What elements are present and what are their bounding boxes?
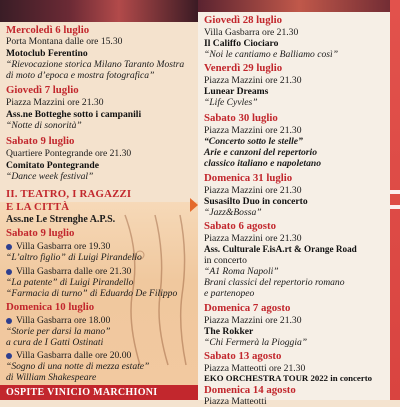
event-date: Sabato 9 luglio [6,135,75,147]
event-performer: Ass. Culturale F.isA.rt & Orange Road [204,244,357,254]
event-performer: Il Califfo Ciociaro [204,38,279,49]
event-description: “A1 Roma Napoli” [204,266,279,277]
event-place: Piazza Mazzini ore 21.30 [204,125,302,136]
event-item [6,315,110,326]
event-date: Sabato 6 agosto [204,220,276,232]
event-description: “Storie per darsi la mano” [6,326,111,337]
event-description: di moto d’epoca e mostra fotografica” [6,70,155,81]
event-description: “La patente” di Luigi Pirandello [6,277,134,288]
event-date: Venerdì 29 luglio [204,62,283,74]
event-date: Sabato 30 luglio [204,112,278,124]
event-description: “Rievocazione storica Milano Taranto Mostra [6,59,185,70]
event-date: Domenica 31 luglio [204,172,293,184]
event-description: “Life Cyvles” [204,97,258,108]
event-item [6,241,110,252]
event-performer: Ass.ne Botteghe sotto i campanili [6,109,142,120]
event-date: Sabato 9 luglio [6,227,75,239]
bullet-icon [6,318,12,324]
event-performer: Motoclub Ferentino [6,48,88,59]
event-performer: “Concerto sotto le stelle” [204,136,303,147]
event-date: Domenica 14 agosto [204,384,296,396]
arrow-icon [190,198,198,212]
event-date: Domenica 10 luglio [6,301,95,313]
event-description: Arie e canzoni del repertorio [204,147,317,158]
right-column [198,0,400,407]
event-place: Villa Gasbarra dalle ore 21.30 [16,266,132,277]
left-column [0,0,198,400]
right-edge-bar [390,0,400,400]
event-description: “Jazz&Bossa” [204,207,262,218]
event-item [6,266,131,277]
bullet-icon [6,269,12,275]
event-description: “Farmacia di turno” di Eduardo De Filippo [6,288,178,299]
event-description: Brani classici del repertorio romano [204,277,345,288]
event-place: Piazza Mazzini ore 21.30 [204,185,302,196]
event-place: Piazza Mazzini ore 21.30 [204,75,302,86]
event-date: Giovedì 7 luglio [6,84,79,96]
header-photo-strip [0,0,198,22]
section-title: E LA CITTÀ [6,201,70,213]
event-place: Villa Gasbarra ore 21.30 [204,27,299,38]
event-place: Porta Montana dalle ore 15.30 [6,36,123,47]
event-item [6,350,131,361]
event-place: Villa Gasbarra ore 18.00 [16,315,111,326]
event-description: “Noi le cantiamo e Balliamo così” [204,49,339,60]
event-description: “Sogno di una notte di mezza estate” [6,361,150,372]
event-description: “Notte di sonorità” [6,120,82,131]
section-title: II. TEATRO, I RAGAZZI [6,188,132,200]
event-description: classico italiano e napoletano [204,158,321,169]
event-performer: EKO ORCHESTRA TOUR 2022 in concerto [204,373,373,383]
event-date: Sabato 13 agosto [204,350,282,362]
event-place: Piazza Mazzini ore 21.30 [204,315,302,326]
event-place: Piazza Mazzini ore 21.30 [6,97,104,108]
bullet-icon [6,244,12,250]
event-description: di William Shakespeare [6,372,97,383]
event-date: Mercoledì 6 luglio [6,24,90,36]
edge-marker [390,190,400,194]
event-place: Piazza Matteotti [204,396,267,407]
event-description: e partenopeo [204,288,255,299]
guest-banner: OSPITE VINICIO MARCHIONI [0,385,198,400]
event-performer: in concerto [204,255,247,266]
header-photo-strip [198,0,400,12]
section-organizer: Ass.ne Le Strenghe A.P.S. [6,214,116,225]
event-place: Piazza Matteotti ore 21.30 [204,363,306,374]
event-description: “L’altro figlio” di Luigi Pirandello [6,252,142,263]
bullet-icon [6,353,12,359]
event-place: Villa Gasbarra dalle ore 20.00 [16,350,132,361]
event-place: Piazza Mazzini ore 21.30 [204,233,302,244]
event-description: “Chi Fermerà la Pioggia” [204,337,308,348]
event-place: Quartiere Pontegrande ore 21.30 [6,148,132,159]
event-performer: Lunear Dreams [204,86,269,97]
event-performer: The Rokker [204,326,254,337]
event-description: a cura de I Gatti Ostinati [6,337,104,348]
event-date: Giovedì 28 luglio [204,14,282,26]
event-performer: Comitato Pontegrande [6,160,99,171]
event-performer: Susasilto Duo in concerto [204,196,308,207]
event-date: Domenica 7 agosto [204,302,291,314]
event-place: Villa Gasbarra ore 19.30 [16,241,111,252]
event-description: “Dance week festival” [6,171,94,182]
edge-marker [390,205,400,209]
